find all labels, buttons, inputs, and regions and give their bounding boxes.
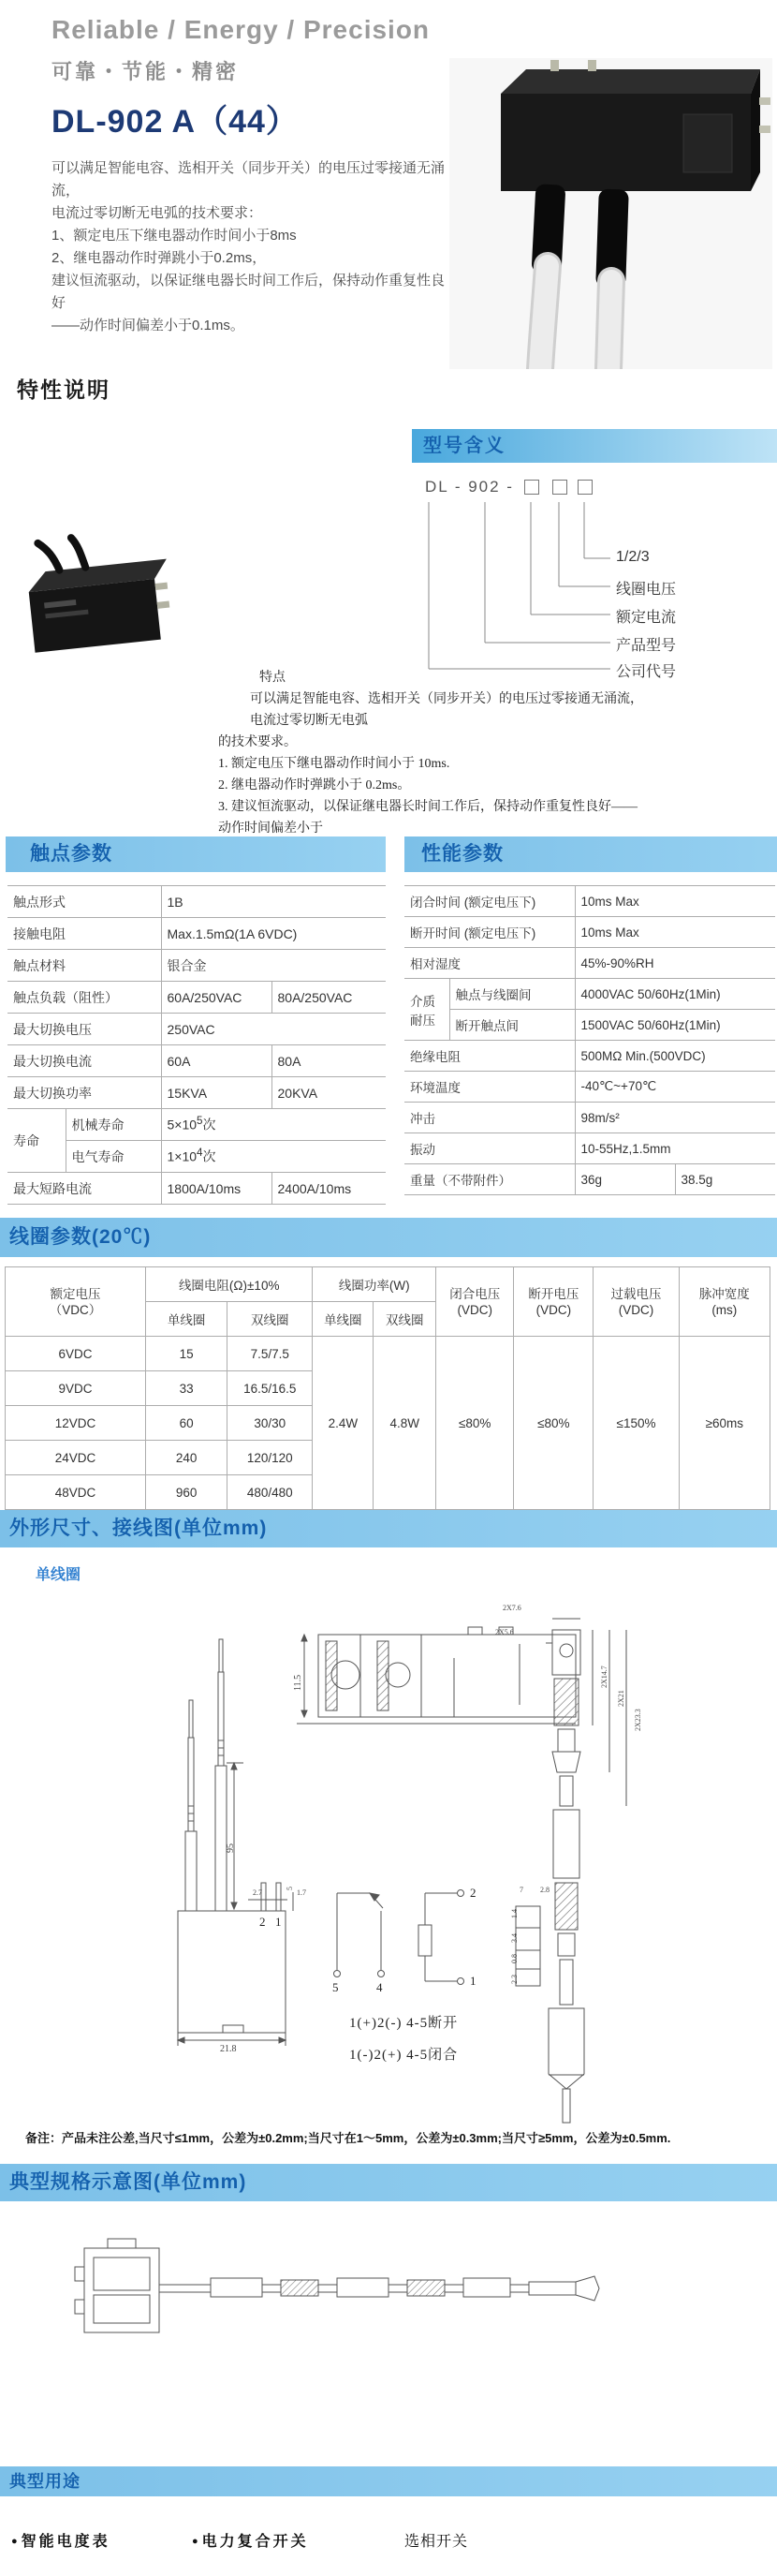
table-row bbox=[404, 948, 775, 979]
dim-label: 2X21 bbox=[617, 1690, 625, 1707]
table-row bbox=[7, 950, 386, 982]
param-sublabel: 断开触点间 bbox=[449, 1010, 575, 1041]
product-model-title: DL-902 A（44） bbox=[51, 104, 299, 140]
schematic-pin-4: 4 bbox=[376, 1980, 383, 1994]
param-value: 1B bbox=[161, 886, 386, 918]
cell-resistance-double: 120/120 bbox=[227, 1441, 313, 1475]
model-meaning-panel bbox=[412, 429, 777, 688]
value-base: 5×10 bbox=[167, 1117, 198, 1133]
cell-resistance-single: 15 bbox=[146, 1337, 227, 1371]
model-code-box-3 bbox=[578, 480, 593, 495]
param-label: 触点材料 bbox=[7, 950, 161, 982]
header-line: 额定电压 bbox=[50, 1286, 101, 1301]
col-subheader-single: 单线圈 bbox=[146, 1302, 227, 1337]
table-row bbox=[404, 1072, 775, 1103]
intro-line: 电流过零切断无电弧的技术要求： bbox=[51, 205, 263, 221]
coil-params-table bbox=[5, 1266, 770, 1510]
schematic-pin-1: 1 bbox=[470, 1974, 476, 1988]
param-value: 银合金 bbox=[161, 950, 386, 982]
use-label: 选相开关 bbox=[404, 2534, 469, 2550]
wiring-note-close: 1(-)2(+) 4-5闭合 bbox=[349, 2048, 459, 2063]
cell-pulse-width: ≥60ms bbox=[679, 1337, 770, 1510]
header-line: (ms) bbox=[711, 1302, 738, 1317]
col-header-overload-voltage bbox=[594, 1267, 679, 1337]
model-code-box-1 bbox=[524, 480, 539, 495]
features-notes bbox=[218, 667, 649, 861]
cell-overload-voltage: ≤150% bbox=[594, 1337, 679, 1510]
dim-label: 21.8 bbox=[220, 2044, 237, 2054]
dim-label: 0.8 bbox=[510, 1954, 519, 1963]
schematic-pin-2: 2 bbox=[470, 1886, 476, 1900]
param-sublabel: 触点与线圈间 bbox=[449, 979, 575, 1010]
param-value: 60A bbox=[161, 1045, 271, 1077]
notes-line: 3. 建议恒流驱动，以保证继电器长时间工作后，保持动作重复性良好——动作时间偏差小于 bbox=[218, 800, 638, 836]
cell-resistance-single: 960 bbox=[146, 1475, 227, 1510]
cell-voltage: 48VDC bbox=[6, 1475, 146, 1510]
performance-params-header: 性能参数 bbox=[404, 836, 777, 872]
notes-line: 的技术要求。 bbox=[218, 735, 297, 749]
table-row bbox=[7, 1014, 386, 1045]
param-label: 最大切换电压 bbox=[7, 1014, 161, 1045]
header-line: (VDC) bbox=[457, 1302, 492, 1317]
pin-label: 2 bbox=[259, 1915, 266, 1929]
col-header-resistance: 线圈电阻(Ω)±10% bbox=[146, 1267, 313, 1302]
col-header-open-voltage bbox=[514, 1267, 594, 1337]
table-row bbox=[404, 1133, 775, 1164]
notes-title: 特点 bbox=[259, 671, 286, 685]
table-row bbox=[7, 1109, 386, 1141]
col-subheader-double: 双线圈 bbox=[227, 1302, 313, 1337]
wiring-note-open: 1(+)2(-) 4-5断开 bbox=[349, 2016, 459, 2031]
param-sublabel: 电气寿命 bbox=[66, 1141, 161, 1173]
param-value: 60A/250VAC bbox=[161, 982, 271, 1014]
param-value bbox=[161, 1109, 386, 1141]
param-value bbox=[161, 1141, 386, 1173]
cell-close-voltage: ≤80% bbox=[436, 1337, 514, 1510]
dim-label: 2.8 bbox=[540, 1886, 550, 1894]
bullet-icon: ● bbox=[192, 2536, 198, 2547]
typical-uses-header: 典型用途 bbox=[0, 2466, 777, 2496]
param-label: 寿命 bbox=[7, 1109, 66, 1173]
header-line: （VDC） bbox=[49, 1302, 102, 1317]
param-value: 45%-90%RH bbox=[575, 948, 775, 979]
intro-line: 1、额定电压下继电器动作时间小于8ms bbox=[51, 228, 297, 244]
param-value: Max.1.5mΩ(1A 6VDC) bbox=[161, 918, 386, 950]
param-label: 闭合时间 (额定电压下) bbox=[404, 886, 575, 917]
param-value: 80A bbox=[271, 1045, 386, 1077]
param-label: 最大切换功率 bbox=[7, 1077, 161, 1109]
cell-open-voltage: ≤80% bbox=[514, 1337, 594, 1510]
product-photo-large bbox=[449, 58, 772, 369]
model-label-coil-voltage: 线圈电压 bbox=[616, 582, 677, 598]
param-value: 10-55Hz,1.5mm bbox=[575, 1133, 775, 1164]
header-line: 过载电压 bbox=[610, 1286, 662, 1301]
dim-label: 2X7.6 bbox=[503, 1604, 521, 1612]
use-item-power-switch bbox=[192, 2529, 309, 2551]
param-label: 重量（不带附件） bbox=[404, 1164, 575, 1195]
features-section-heading: 特性说明 bbox=[17, 378, 110, 402]
notes-line: 2. 继电器动作时弹跳小于 0.2ms。 bbox=[218, 778, 411, 792]
cell-voltage: 24VDC bbox=[6, 1441, 146, 1475]
param-value: 80A/250VAC bbox=[271, 982, 386, 1014]
param-label: 断开时间 (额定电压下) bbox=[404, 917, 575, 948]
dim-label: 1.4 bbox=[510, 1909, 519, 1918]
param-label: 触点形式 bbox=[7, 886, 161, 918]
param-label: 绝缘电阻 bbox=[404, 1041, 575, 1072]
table-row bbox=[7, 1173, 386, 1205]
dim-label: 95 bbox=[226, 1843, 236, 1853]
intro-paragraph bbox=[51, 157, 454, 337]
use-item-phase-switch bbox=[404, 2529, 468, 2551]
cell-resistance-double: 7.5/7.5 bbox=[227, 1337, 313, 1371]
tagline-chinese: 可靠・节能・精密 bbox=[51, 60, 240, 83]
cell-resistance-single: 60 bbox=[146, 1406, 227, 1441]
param-label: 接触电阻 bbox=[7, 918, 161, 950]
param-sublabel: 机械寿命 bbox=[66, 1109, 161, 1141]
cell-resistance-single: 240 bbox=[146, 1441, 227, 1475]
model-code: DL - 902 - bbox=[425, 478, 514, 496]
table-row bbox=[7, 918, 386, 950]
param-label: 振动 bbox=[404, 1133, 575, 1164]
dim-label: 11.5 bbox=[293, 1674, 303, 1691]
col-header-pulse-width bbox=[679, 1267, 770, 1337]
model-meaning-diagram bbox=[412, 463, 777, 688]
table-row bbox=[404, 886, 775, 917]
col-subheader-single: 单线圈 bbox=[313, 1302, 374, 1337]
product-photo-small bbox=[7, 534, 181, 684]
param-label: 最大短路电流 bbox=[7, 1173, 161, 1205]
tolerance-remark: 备注：产品未注公差,当尺寸≤1mm，公差为±0.2mm;当尺寸在1～5mm，公差为±0.3mm;当尺寸≥5mm，公差为±0.5mm. bbox=[25, 2131, 671, 2145]
param-value: 36g bbox=[575, 1164, 675, 1195]
model-label-digit: 1/2/3 bbox=[616, 549, 650, 565]
header-line: 闭合电压 bbox=[449, 1286, 501, 1301]
dim-label: 2.3 bbox=[510, 1975, 519, 1984]
cell-voltage: 12VDC bbox=[6, 1406, 146, 1441]
dim-label: 7 bbox=[520, 1886, 523, 1894]
dim-label: 3.4 bbox=[510, 1933, 519, 1943]
table-row bbox=[404, 979, 775, 1010]
param-label: 环境温度 bbox=[404, 1072, 575, 1103]
single-coil-label: 单线圈 bbox=[36, 1567, 81, 1583]
param-value: 4000VAC 50/60Hz(1Min) bbox=[575, 979, 775, 1010]
param-value: 20KVA bbox=[271, 1077, 386, 1109]
cell-resistance-double: 30/30 bbox=[227, 1406, 313, 1441]
use-label: 电力复合开关 bbox=[201, 2534, 309, 2550]
notes-line: 可以满足智能电容、选相开关（同步开关）的电压过零接通无涌流，电流过零切断无电弧 bbox=[250, 692, 643, 728]
harness-drawing bbox=[70, 2234, 688, 2407]
col-header-close-voltage bbox=[436, 1267, 514, 1337]
param-value: 10ms Max bbox=[575, 917, 775, 948]
table-row bbox=[404, 1164, 775, 1195]
coil-params-header: 线圈参数(20℃) bbox=[0, 1218, 777, 1257]
cell-power-single: 2.4W bbox=[313, 1337, 374, 1510]
contact-params-header: 触点参数 bbox=[6, 836, 386, 872]
table-row bbox=[6, 1337, 770, 1371]
header-line: (VDC) bbox=[535, 1302, 572, 1317]
header-line: 断开电压 bbox=[528, 1286, 579, 1301]
dim-label: 2X14.7 bbox=[600, 1666, 608, 1688]
intro-line: 2、继电器动作时弹跳小于0.2ms， bbox=[51, 250, 267, 266]
param-label: 相对湿度 bbox=[404, 948, 575, 979]
table-row bbox=[7, 982, 386, 1014]
param-value: 500MΩ Min.(500VDC) bbox=[575, 1041, 775, 1072]
col-header-power: 线圈功率(W) bbox=[313, 1267, 436, 1302]
dim-label: 2X5.6 bbox=[495, 1628, 514, 1636]
col-header-voltage bbox=[6, 1267, 146, 1337]
cell-resistance-single: 33 bbox=[146, 1371, 227, 1406]
table-row bbox=[404, 1103, 775, 1133]
value-unit: 次 bbox=[202, 1148, 216, 1164]
dim-label: 1.7 bbox=[297, 1888, 306, 1897]
param-value: -40℃~+70℃ bbox=[575, 1072, 775, 1103]
param-value: 10ms Max bbox=[575, 886, 775, 917]
value-unit: 次 bbox=[202, 1117, 216, 1133]
param-value: 1800A/10ms bbox=[161, 1173, 271, 1205]
typical-spec-header: 典型规格示意图(单位mm) bbox=[0, 2164, 777, 2201]
table-row bbox=[6, 1267, 770, 1302]
table-row bbox=[404, 917, 775, 948]
table-row bbox=[7, 1077, 386, 1109]
contact-params-table bbox=[7, 885, 386, 1205]
use-label: 智能电度表 bbox=[21, 2534, 110, 2550]
model-label-company-code: 公司代号 bbox=[616, 664, 677, 680]
value-exponent: 5 bbox=[197, 1115, 203, 1128]
param-value: 15KVA bbox=[161, 1077, 271, 1109]
model-code-box-2 bbox=[552, 480, 567, 495]
param-label-line: 介质 bbox=[410, 994, 435, 1009]
value-base: 1×10 bbox=[167, 1148, 198, 1164]
value-exponent: 4 bbox=[197, 1147, 203, 1160]
param-value: 38.5g bbox=[675, 1164, 775, 1195]
model-meaning-title: 型号含义 bbox=[412, 429, 777, 463]
schematic-pin-5: 5 bbox=[332, 1980, 339, 1994]
cell-power-double: 4.8W bbox=[374, 1337, 436, 1510]
table-row bbox=[404, 1010, 775, 1041]
param-label: 冲击 bbox=[404, 1103, 575, 1133]
model-label-rated-current: 额定电流 bbox=[616, 610, 677, 626]
param-value: 2400A/10ms bbox=[271, 1173, 386, 1205]
bullet-icon: ● bbox=[11, 2536, 18, 2547]
cell-voltage: 6VDC bbox=[6, 1337, 146, 1371]
cell-resistance-double: 16.5/16.5 bbox=[227, 1371, 313, 1406]
param-value: 1500VAC 50/60Hz(1Min) bbox=[575, 1010, 775, 1041]
param-value: 250VAC bbox=[161, 1014, 386, 1045]
param-label-line: 耐压 bbox=[410, 1013, 435, 1028]
param-label: 触点负载（阻性） bbox=[7, 982, 161, 1014]
header-line: (VDC) bbox=[618, 1302, 654, 1317]
param-label bbox=[404, 979, 449, 1041]
intro-line: 可以满足智能电容、选相开关（同步开关）的电压过零接通无涌流， bbox=[51, 160, 446, 199]
intro-line: 建议恒流驱动，以保证继电器长时间工作后，保持动作重复性良好 bbox=[51, 273, 446, 311]
param-label: 最大切换电流 bbox=[7, 1045, 161, 1077]
dim-label: 2.7 bbox=[253, 1888, 262, 1897]
model-label-product-model: 产品型号 bbox=[616, 638, 677, 654]
cell-resistance-double: 480/480 bbox=[227, 1475, 313, 1510]
param-value: 98m/s² bbox=[575, 1103, 775, 1133]
dimension-drawing bbox=[51, 1602, 772, 2126]
table-row bbox=[7, 1045, 386, 1077]
col-subheader-double: 双线圈 bbox=[374, 1302, 436, 1337]
cell-voltage: 9VDC bbox=[6, 1371, 146, 1406]
use-item-smart-meter bbox=[11, 2529, 110, 2551]
intro-line: ——动作时间偏差小于0.1ms。 bbox=[51, 318, 244, 333]
table-row bbox=[404, 1041, 775, 1072]
dim-label: 5 bbox=[286, 1887, 294, 1890]
notes-line: 1. 额定电压下继电器动作时间小于 10ms. bbox=[218, 757, 450, 771]
header-line: 脉冲宽度 bbox=[698, 1286, 750, 1301]
dimensions-header: 外形尺寸、接线图(单位mm) bbox=[0, 1510, 777, 1547]
performance-params-table bbox=[404, 885, 775, 1195]
tagline-english: Reliable / Energy / Precision bbox=[51, 15, 431, 44]
pin-label: 1 bbox=[275, 1915, 282, 1929]
dim-label: 2X23.3 bbox=[634, 1709, 642, 1731]
table-row bbox=[7, 886, 386, 918]
